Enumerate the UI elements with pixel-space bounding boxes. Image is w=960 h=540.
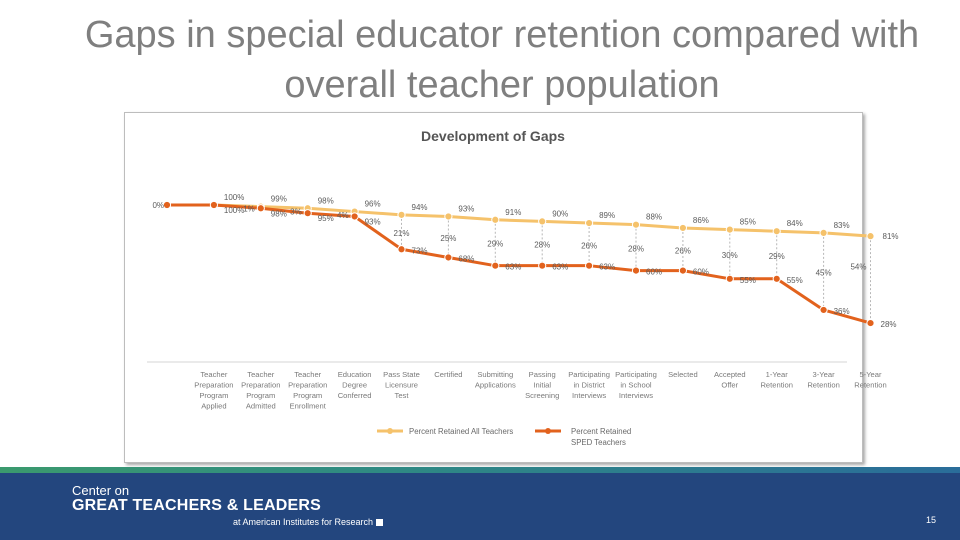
gap-label: 26% bbox=[581, 241, 598, 251]
x-tick-label: Interviews bbox=[572, 391, 607, 400]
data-point-sped-teachers bbox=[445, 254, 452, 261]
x-tick-label: in School bbox=[620, 380, 652, 390]
x-tick-label: 1-Year bbox=[765, 370, 788, 379]
page-number: 15 bbox=[925, 515, 936, 525]
x-tick-label: Test bbox=[394, 391, 409, 400]
gaps-line-chart bbox=[125, 113, 899, 462]
x-tick-label: Program bbox=[293, 391, 323, 400]
data-label-all-teachers: 91% bbox=[505, 207, 522, 217]
x-tick-label: Admitted bbox=[245, 401, 276, 411]
legend-label-all-teachers: Percent Retained All Teachers bbox=[409, 427, 514, 436]
data-point-all-teachers bbox=[632, 221, 639, 228]
gap-label: 0% bbox=[152, 201, 164, 210]
data-label-sped-teachers: 55% bbox=[739, 275, 756, 285]
org-name-line2: GREAT TEACHERS & LEADERS bbox=[72, 497, 321, 514]
gap-label: 29% bbox=[487, 239, 504, 249]
x-tick-label: Retention bbox=[854, 380, 887, 390]
gap-label: 28% bbox=[534, 240, 551, 250]
data-point-sped-teachers bbox=[586, 262, 593, 269]
x-tick-label: Retention bbox=[807, 380, 840, 390]
x-tick-label: Preparation bbox=[288, 380, 328, 390]
data-label-sped-teachers: 68% bbox=[458, 254, 475, 264]
x-tick-label: Teacher bbox=[247, 370, 275, 379]
data-point-all-teachers bbox=[492, 216, 499, 223]
x-tick-label: Program bbox=[246, 391, 276, 400]
data-label-all-teachers: 81% bbox=[882, 232, 899, 242]
data-label-all-teachers: 94% bbox=[411, 202, 428, 212]
org-name-line1: Center on bbox=[72, 483, 130, 498]
org-name-line3-text: at American Institutes for Research bbox=[233, 517, 374, 527]
x-tick-label: Interviews bbox=[618, 391, 654, 400]
x-tick-label: Preparation bbox=[241, 380, 281, 390]
logo-square-icon bbox=[376, 519, 383, 526]
data-label-all-teachers: 85% bbox=[739, 217, 756, 227]
data-label-all-teachers: 100% bbox=[223, 193, 245, 202]
x-tick-label: Selected bbox=[668, 370, 698, 379]
data-point-all-teachers bbox=[679, 224, 686, 231]
data-point-sped-teachers bbox=[867, 319, 874, 326]
data-point-all-teachers bbox=[867, 233, 874, 240]
data-label-sped-teachers: 60% bbox=[692, 267, 709, 277]
x-tick-label: Applied bbox=[201, 401, 227, 411]
legend-marker-all-teachers bbox=[387, 428, 393, 434]
data-label-sped-teachers: 63% bbox=[599, 262, 616, 272]
data-point-all-teachers bbox=[586, 219, 593, 226]
gap-label: 25% bbox=[440, 233, 457, 243]
x-tick-label: Enrollment bbox=[289, 401, 326, 411]
gap-label: 30% bbox=[721, 251, 738, 261]
data-point-sped-teachers bbox=[210, 201, 217, 208]
data-label-all-teachers: 98% bbox=[317, 196, 334, 206]
data-point-sped-teachers bbox=[163, 201, 170, 208]
slide-title: Gaps in special educator retention compared with overall teacher population bbox=[84, 14, 920, 106]
x-tick-label: Participating bbox=[615, 370, 657, 379]
gap-label: 4% bbox=[337, 211, 349, 221]
data-point-all-teachers bbox=[539, 218, 546, 225]
data-label-all-teachers: 96% bbox=[364, 199, 381, 209]
data-point-sped-teachers bbox=[257, 205, 264, 212]
legend-marker-sped-teachers bbox=[545, 428, 551, 434]
x-tick-label: Program bbox=[199, 391, 229, 400]
gap-label: 45% bbox=[815, 268, 832, 278]
data-point-sped-teachers bbox=[820, 306, 827, 313]
chart-image-frame bbox=[124, 112, 899, 463]
data-label-sped-teachers: 60% bbox=[646, 267, 663, 277]
x-tick-label: Accepted bbox=[713, 370, 746, 379]
data-point-sped-teachers bbox=[632, 267, 639, 274]
data-label-sped-teachers: 36% bbox=[833, 306, 850, 316]
chart-title: Development of Gaps bbox=[421, 128, 565, 144]
gap-label: 28% bbox=[627, 244, 645, 254]
data-point-sped-teachers bbox=[773, 275, 780, 282]
data-point-sped-teachers bbox=[351, 213, 358, 220]
data-point-sped-teachers bbox=[492, 262, 499, 269]
org-name-line3 bbox=[233, 517, 383, 527]
data-label-all-teachers: 89% bbox=[599, 211, 616, 221]
data-label-all-teachers: 93% bbox=[458, 204, 475, 214]
x-tick-label: Teacher bbox=[200, 370, 228, 379]
data-label-sped-teachers: 28% bbox=[880, 320, 897, 330]
footer-bar bbox=[0, 467, 960, 540]
x-tick-label: 5-Year bbox=[859, 370, 882, 379]
data-label-sped-teachers: 98% bbox=[270, 209, 287, 219]
gap-label: 54% bbox=[850, 262, 867, 272]
x-tick-label: Applications bbox=[474, 380, 516, 390]
legend-label-sped-teachers: Percent Retained SPED Teachers bbox=[571, 427, 632, 447]
data-label-all-teachers: 99% bbox=[270, 194, 287, 204]
data-point-all-teachers bbox=[820, 229, 827, 236]
x-tick-label: Degree bbox=[342, 380, 368, 390]
data-point-sped-teachers bbox=[398, 246, 405, 253]
data-point-sped-teachers bbox=[304, 210, 311, 217]
x-tick-label: Screening bbox=[525, 391, 560, 400]
x-tick-label: Retention bbox=[760, 380, 793, 390]
x-tick-label: Submitting bbox=[477, 370, 514, 379]
data-label-sped-teachers: 63% bbox=[552, 262, 569, 272]
data-label-sped-teachers: 100% bbox=[223, 206, 245, 215]
x-tick-label: Licensure bbox=[385, 380, 418, 390]
x-tick-label: Offer bbox=[721, 380, 739, 390]
gap-label: 1% bbox=[243, 204, 255, 214]
x-tick-label: Passing bbox=[528, 370, 556, 379]
gap-label: 3% bbox=[290, 207, 302, 217]
data-point-sped-teachers bbox=[726, 275, 733, 282]
data-label-sped-teachers: 55% bbox=[786, 275, 803, 285]
x-tick-label: in District bbox=[573, 380, 605, 390]
gap-label: 21% bbox=[393, 229, 410, 239]
data-label-all-teachers: 88% bbox=[646, 212, 663, 222]
data-label-sped-teachers: 95% bbox=[317, 214, 334, 224]
data-point-all-teachers bbox=[773, 228, 780, 235]
x-tick-label: Education bbox=[337, 370, 372, 379]
data-label-all-teachers: 90% bbox=[552, 209, 569, 219]
gap-label: 29% bbox=[768, 252, 785, 262]
data-label-sped-teachers: 63% bbox=[505, 262, 522, 272]
data-point-all-teachers bbox=[726, 226, 733, 233]
data-point-all-teachers bbox=[398, 211, 405, 218]
data-label-sped-teachers: 93% bbox=[364, 217, 381, 227]
data-label-sped-teachers: 73% bbox=[411, 246, 428, 256]
x-tick-label: Participating bbox=[568, 370, 610, 379]
x-tick-label: Conferred bbox=[337, 391, 372, 400]
data-label-all-teachers: 86% bbox=[692, 215, 709, 225]
x-tick-label: Pass State bbox=[383, 370, 420, 379]
gap-label: 26% bbox=[674, 246, 691, 256]
data-label-all-teachers: 83% bbox=[833, 220, 850, 230]
data-label-all-teachers: 84% bbox=[786, 219, 803, 229]
data-point-all-teachers bbox=[445, 213, 452, 220]
x-tick-label: Certified bbox=[434, 370, 463, 379]
x-tick-label: Teacher bbox=[294, 370, 322, 379]
data-point-sped-teachers bbox=[679, 267, 686, 274]
x-tick-label: Initial bbox=[533, 380, 552, 390]
footer-accent-stripe bbox=[0, 467, 960, 473]
data-point-sped-teachers bbox=[539, 262, 546, 269]
x-tick-label: 3-Year bbox=[812, 370, 835, 379]
x-tick-label: Preparation bbox=[194, 380, 234, 390]
